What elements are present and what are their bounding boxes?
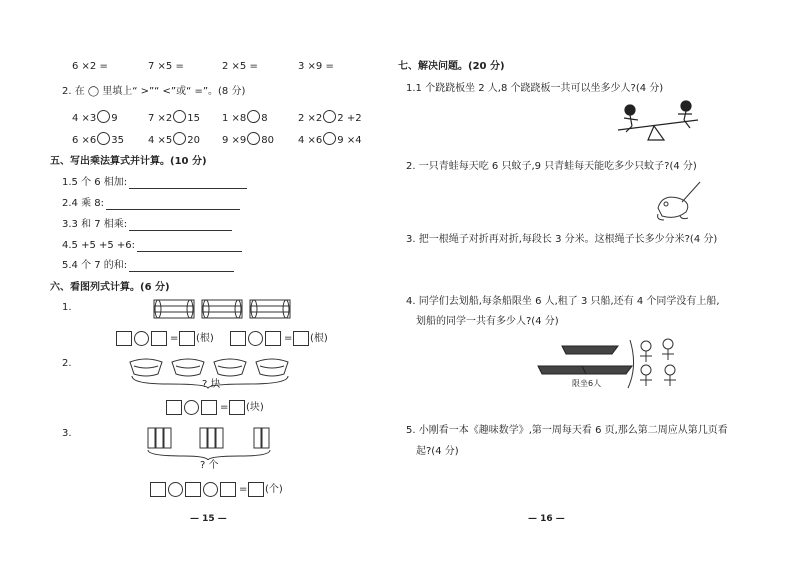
answer-line[interactable] xyxy=(106,200,240,210)
calc-4: 3 ×9 = xyxy=(298,61,334,72)
compare-item: 4 ×5 20 xyxy=(148,132,200,147)
question-label: ? 个 xyxy=(200,460,219,471)
problem-1-number: 1. xyxy=(62,302,72,313)
sec5-item: 3.3 和 7 相乘: xyxy=(62,219,232,231)
answer-box[interactable] xyxy=(185,482,201,497)
answer-box[interactable] xyxy=(150,482,166,497)
answer-box[interactable] xyxy=(116,331,132,346)
answer-box[interactable] xyxy=(229,400,245,415)
sec5-item: 1.5 个 6 相加: xyxy=(62,177,247,189)
answer-box[interactable] xyxy=(293,331,309,346)
answer-line[interactable] xyxy=(129,221,232,231)
operator-circle[interactable] xyxy=(134,331,149,346)
boat-limit-label: 限坐6人 xyxy=(572,379,602,388)
seesaw-children-image xyxy=(612,100,702,148)
compare-item: 4 ×3 9 xyxy=(72,110,118,125)
compare-circle[interactable] xyxy=(97,110,110,123)
calc-2: 7 ×5 = xyxy=(148,61,184,72)
problem-4-line2: 划船的同学一共有多少人?(4 分) xyxy=(416,316,559,327)
section-6-title: 六、看图列式计算。(6 分) xyxy=(50,282,170,293)
equals-sign: = xyxy=(220,402,229,413)
compare-item: 1 ×8 8 xyxy=(222,110,268,125)
answer-box[interactable] xyxy=(230,331,246,346)
operator-circle[interactable] xyxy=(248,331,263,346)
compare-item: 2 ×2 2 +2 xyxy=(298,110,362,125)
operator-circle[interactable] xyxy=(168,482,183,497)
answer-line[interactable] xyxy=(137,242,242,252)
equals-sign: = xyxy=(239,484,248,495)
compare-item: 6 ×6 35 xyxy=(72,132,124,147)
problem-4-line1: 4. 同学们去划船,每条船限坐 6 人,租了 3 只船,还有 4 个同学没有上船, xyxy=(406,296,720,307)
answer-box[interactable] xyxy=(220,482,236,497)
answer-line[interactable] xyxy=(129,179,247,189)
compare-item: 4 ×6 9 ×4 xyxy=(298,132,362,147)
answer-line[interactable] xyxy=(129,262,234,272)
q2-instruction: 2. 在 ◯ 里填上“ >”“ <”或“ =”。(8 分) xyxy=(62,86,246,97)
unit-label: (个) xyxy=(265,484,283,495)
equals-sign: = xyxy=(284,333,293,344)
problem-1: 1.1 个跷跷板坐 2 人,8 个跷跷板一共可以坐多少人?(4 分) xyxy=(406,83,664,94)
sec5-item: 2.4 乘 8: xyxy=(62,198,240,210)
compare-circle[interactable] xyxy=(323,110,336,123)
page-number-16: — 16 — xyxy=(528,514,565,524)
page-number-15: — 15 — xyxy=(190,514,227,524)
answer-box[interactable] xyxy=(201,400,217,415)
unit-label: (根) xyxy=(310,333,328,344)
problem-3: 3. 把一根绳子对折再对折,每段长 3 分米。这根绳子长多少分米?(4 分) xyxy=(406,234,718,245)
operator-circle[interactable] xyxy=(203,482,218,497)
equals-sign: = xyxy=(170,333,179,344)
compare-circle[interactable] xyxy=(173,132,186,145)
unit-label: (块) xyxy=(246,402,264,413)
frog-image xyxy=(652,178,706,222)
answer-box[interactable] xyxy=(166,400,182,415)
compare-circle[interactable] xyxy=(247,110,260,123)
compare-item: 7 ×2 15 xyxy=(148,110,200,125)
section-5-title: 五、写出乘法算式并计算。(10 分) xyxy=(50,156,207,167)
unit-label: (根) xyxy=(196,333,214,344)
problem-5-line1: 5. 小刚看一本《趣味数学》,第一周每天看 6 页,那么第二周应从第几页看 xyxy=(406,425,728,436)
sec5-item: 4.5 +5 +5 +6: xyxy=(62,240,242,252)
problem-2: 2. 一只青蛙每天吃 6 只蚊子,9 只青蛙每天能吃多少只蚊子?(4 分) xyxy=(406,161,697,172)
compare-item: 9 ×9 80 xyxy=(222,132,274,147)
section-7-title: 七、解决问题。(20 分) xyxy=(398,61,505,72)
answer-box[interactable] xyxy=(248,482,264,497)
problem-3-number: 3. xyxy=(62,428,72,439)
calc-1: 6 ×2 = xyxy=(72,61,108,72)
answer-box[interactable] xyxy=(265,331,281,346)
answer-box[interactable] xyxy=(151,331,167,346)
calc-3: 2 ×5 = xyxy=(222,61,258,72)
problem-2-number: 2. xyxy=(62,358,72,369)
compare-circle[interactable] xyxy=(247,132,260,145)
children-image xyxy=(626,336,690,392)
answer-box[interactable] xyxy=(179,331,195,346)
cups-image xyxy=(144,424,274,460)
sec5-item: 5.4 个 7 的和: xyxy=(62,260,234,272)
question-label: ? 块 xyxy=(202,379,221,390)
operator-circle[interactable] xyxy=(184,400,199,415)
compare-circle[interactable] xyxy=(97,132,110,145)
stick-bundles-image xyxy=(152,296,292,322)
compare-circle[interactable] xyxy=(173,110,186,123)
problem-5-line2: 起?(4 分) xyxy=(416,446,459,457)
compare-circle[interactable] xyxy=(323,132,336,145)
